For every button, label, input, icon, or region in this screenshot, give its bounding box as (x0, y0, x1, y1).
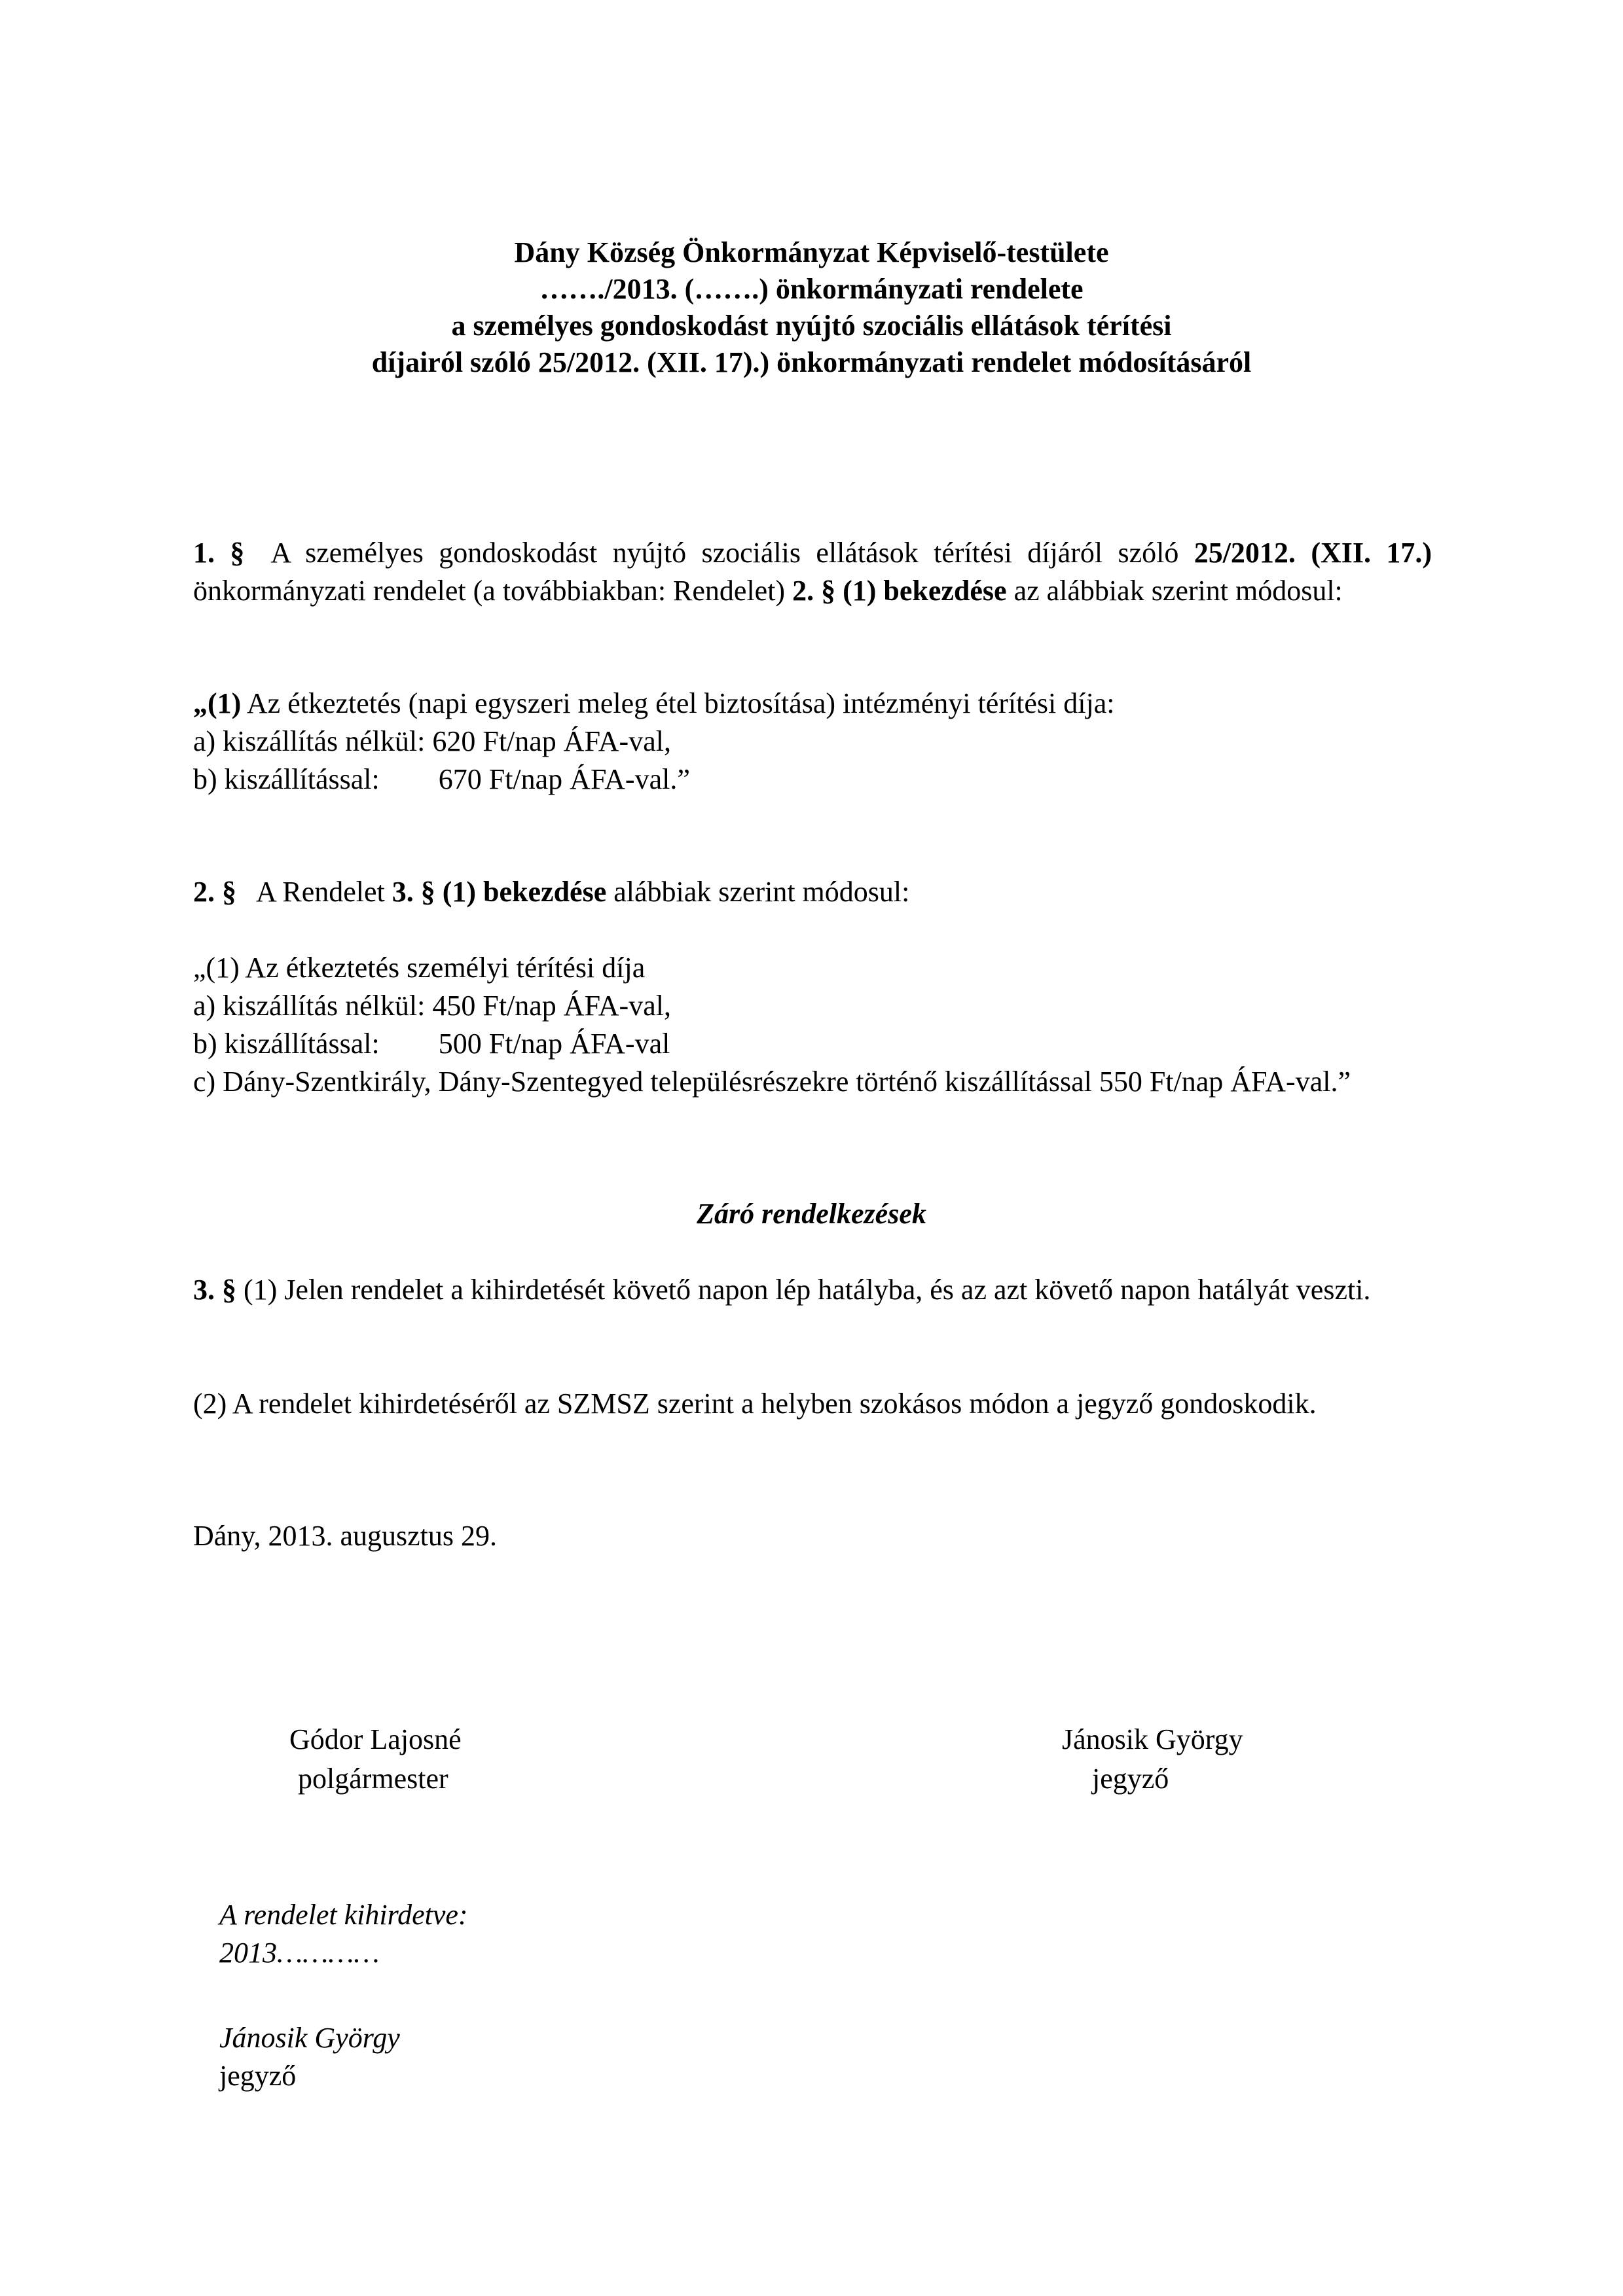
document-title (0, 234, 1623, 381)
section-1-number: 1. (193, 537, 215, 569)
announcement-name: Jánosik György (219, 2022, 400, 2054)
section-2-item-b-value: 500 Ft/nap ÁFA-val (438, 1028, 670, 1060)
announcement-date: 2013………… (219, 1937, 380, 1969)
section-2-para-sign: § (222, 876, 236, 908)
announcement-label: A rendelet kihirdetve: (219, 1899, 468, 1931)
section-1-item-b (193, 761, 1432, 798)
section-1-text-a: A személyes gondoskodást nyújtó szociális ellátások térítési díjáról szóló (270, 537, 1194, 569)
section-1-quote-rest: Az étkeztetés (napi egyszeri meleg étel biztosítása) intézményi térítési díja: (241, 687, 1115, 719)
section-1-text-b: önkormányzati rendelet (a továbbiakban: Rendelet) (193, 575, 793, 607)
section-1-bold-c: 2. § (1) bekezdése (792, 575, 1007, 607)
section-2-item-b-label: b) kiszállítással: (193, 1028, 380, 1060)
title-line-3: a személyes gondoskodást nyújtó szociális ellátások térítési (451, 310, 1172, 342)
date-line: Dány, 2013. augusztus 29. (193, 1520, 497, 1552)
section-1-quote (193, 685, 1432, 723)
section-2-item-b (193, 1025, 1432, 1063)
section-1-paragraph (193, 534, 1432, 610)
section-2-text-a: A Rendelet (256, 876, 392, 908)
section-2-paragraph (193, 873, 1432, 911)
section-1-bold-a: 25/2012. (1194, 537, 1296, 569)
section-1-text-c: az alábbiak szerint módosul: (1006, 575, 1343, 607)
title-line-4: díjairól szóló 25/2012. (XII. 17).) önkormányzati rendelet módosításáról (371, 346, 1252, 378)
section-2-text-b: alábbiak szerint módosul: (606, 876, 910, 908)
closing-paragraph-1 (193, 1271, 1432, 1309)
section-1-para-sign: § (230, 537, 245, 569)
section-2-item-a: a) kiszállítás nélkül: 450 Ft/nap ÁFA-val, (193, 990, 671, 1022)
title-line-2: ……./2013. (…….) önkormányzati rendelete (539, 273, 1084, 305)
section-1-quote-bold: „(1) (193, 687, 242, 719)
section-1-item-b-value: 670 Ft/nap ÁFA-val.” (438, 763, 690, 795)
title-line-1: Dány Község Önkormányzat Képviselő-testülete (514, 236, 1109, 268)
section-2-item-c: c) Dány-Szentkirály, Dány-Szentegyed településrészekre történő kiszállítással 550 Ft/nap ÁFA-val.” (193, 1066, 1351, 1098)
closing-heading: Záró rendelkezések (697, 1198, 926, 1230)
section-1-item-a: a) kiszállítás nélkül: 620 Ft/nap ÁFA-val, (193, 725, 671, 757)
section-2-bold-a: 3. § (1) bekezdése (392, 876, 607, 908)
left-signatory-name: Gódor Lajosné (289, 1723, 462, 1755)
section-1-item-b-label: b) kiszállítással: (193, 763, 380, 795)
closing-number: 3. (193, 1274, 215, 1306)
section-1-bold-b: (XII. 17.) (1311, 537, 1432, 569)
section-2-quote: „(1) Az étkeztetés személyi térítési díja (193, 952, 646, 984)
right-signatory-title: jegyző (1092, 1763, 1169, 1795)
closing-paragraph-2: (2) A rendelet kihirdetéséről az SZMSZ szerint a helyben szokásos módon a jegyző gondoskodik. (193, 1388, 1317, 1420)
section-2-number: 2. (193, 876, 215, 908)
right-signatory-name: Jánosik György (1062, 1723, 1243, 1755)
closing-p1-text: (1) Jelen rendelet a kihirdetését követő napon lép hatályba, és az azt követő napon hatályát veszti. (244, 1274, 1371, 1306)
closing-para-sign: § (222, 1274, 236, 1306)
left-signatory-title: polgármester (298, 1763, 448, 1795)
announcement-title: jegyző (219, 2060, 297, 2092)
